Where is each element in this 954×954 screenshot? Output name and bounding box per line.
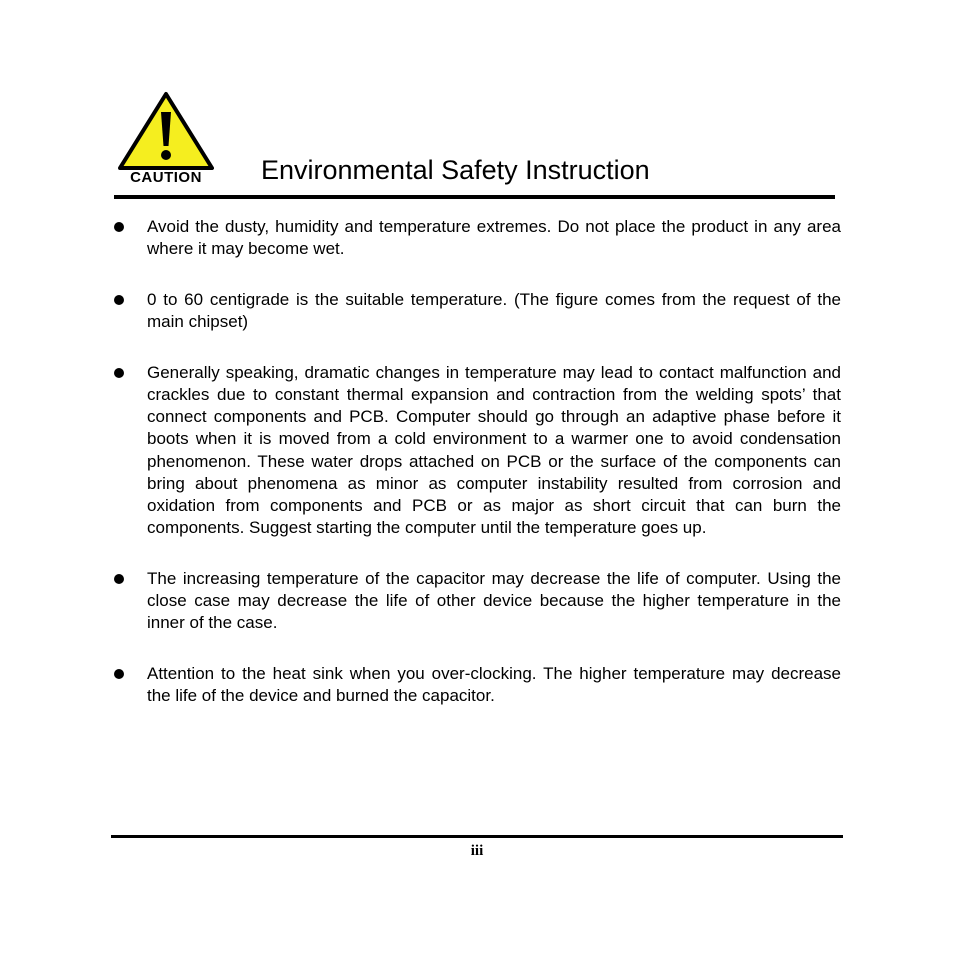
instruction-list: [112, 216, 841, 707]
list-item: [112, 663, 841, 707]
instruction-text: 0 to 60 centigrade is the suitable temperature. (The figure comes from the request of the main chipset): [147, 289, 841, 332]
bullet-dot-icon: [114, 669, 124, 679]
caution-triangle-icon: [118, 88, 214, 184]
bullet-dot-icon: [114, 222, 124, 232]
page-number: iii: [470, 843, 484, 859]
instructions-section: [112, 216, 841, 736]
instruction-text: Avoid the dusty, humidity and temperature extremes. Do not place the product in any area where it may become wet.: [147, 217, 841, 259]
page-title: Environmental Safety Instruction: [261, 155, 650, 185]
footer-divider: [111, 835, 843, 838]
page-header: [114, 88, 835, 200]
instruction-text: Generally speaking, dramatic changes in temperature may lead to contact malfunction and crackles due to constant thermal expansion and contraction from the welding spots’ that connect components and PCB. Computer should go through an adaptive phase before it boots when it is moved from a cold environment to a warmer one to avoid condensation phenomenon. These water drops attached on PCB or the surface of the components can bring about phenomena as minor as computer instability resulted from corrosion and oxidation from components and PCB or as major as short circuit that can burn the components. Suggest starting the computer until the temperature goes up.: [147, 362, 841, 538]
list-item: [112, 362, 841, 540]
title-divider: [114, 195, 835, 199]
bullet-dot-icon: [114, 368, 124, 378]
caution-logo-text: CAUTION: [130, 169, 202, 184]
bullet-dot-icon: [114, 574, 124, 584]
bullet-dot-icon: [114, 295, 124, 305]
list-item: [112, 289, 841, 333]
list-item: [112, 568, 841, 635]
instruction-text: Attention to the heat sink when you over-clocking. The higher temperature may decrease the life of the device and burned the capacitor.: [147, 664, 841, 706]
instruction-text: The increasing temperature of the capacitor may decrease the life of computer. Using the close case may decrease the life of other device because the higher temperature in the inner of the case.: [147, 568, 841, 633]
list-item: [112, 216, 841, 260]
